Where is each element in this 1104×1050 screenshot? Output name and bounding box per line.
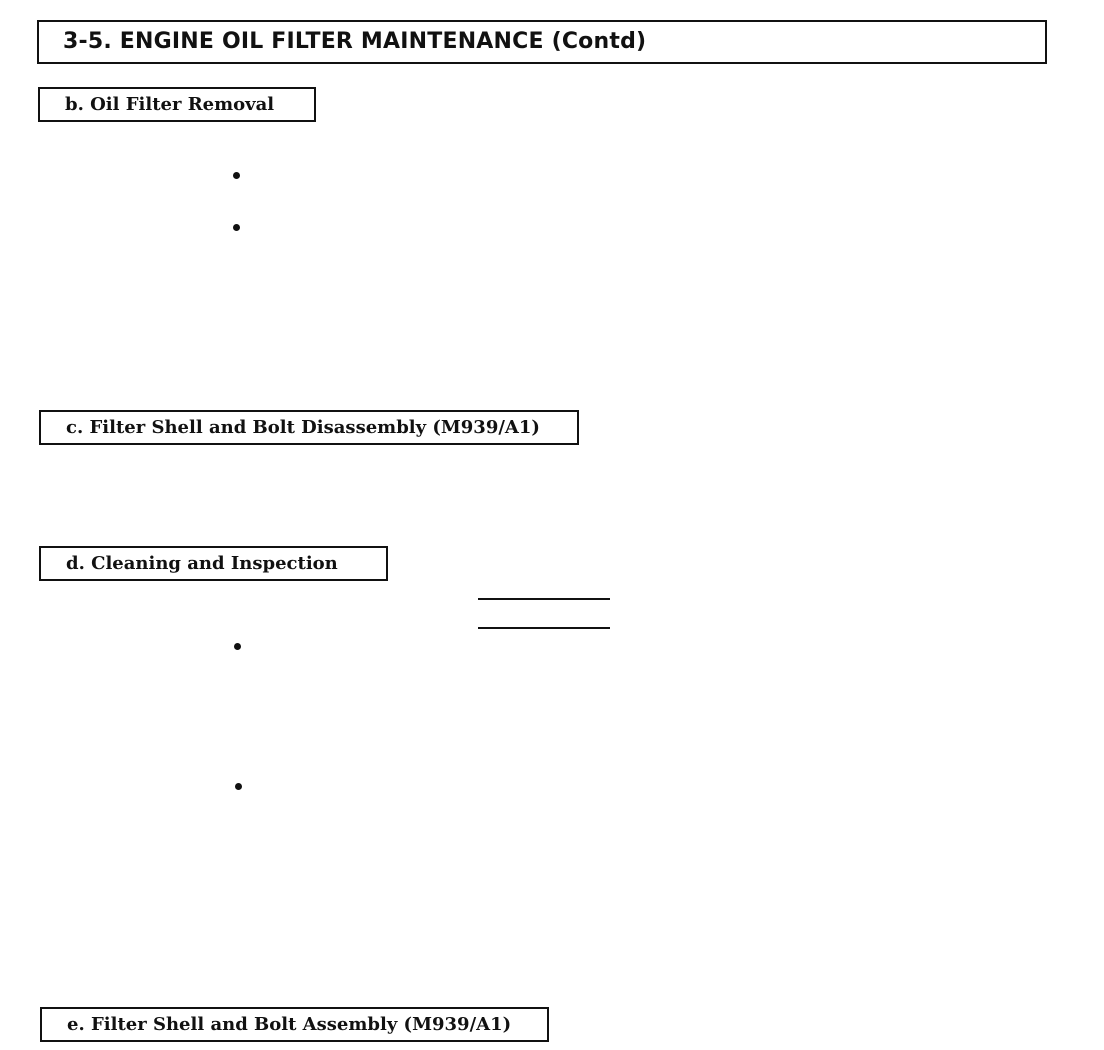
section-heading-oil-filter-removal (38, 87, 316, 122)
bullet-icon (233, 172, 240, 179)
section-label: d. Cleaning and Inspection (66, 553, 338, 574)
section-heading-cleaning-inspection (39, 546, 388, 581)
horizontal-rule (478, 598, 610, 600)
page-title-box (37, 20, 1047, 64)
horizontal-rule (478, 627, 610, 629)
bullet-icon (235, 783, 242, 790)
section-heading-shell-bolt-disassembly (39, 410, 579, 445)
section-label: e. Filter Shell and Bolt Assembly (M939/A1) (67, 1014, 512, 1035)
section-label: c. Filter Shell and Bolt Disassembly (M939/A1) (66, 417, 540, 438)
section-label: b. Oil Filter Removal (65, 94, 275, 115)
bullet-icon (234, 643, 241, 650)
section-heading-shell-bolt-assembly (40, 1007, 549, 1042)
page-title: 3-5. ENGINE OIL FILTER MAINTENANCE (Contd) (63, 29, 647, 54)
bullet-icon (233, 224, 240, 231)
